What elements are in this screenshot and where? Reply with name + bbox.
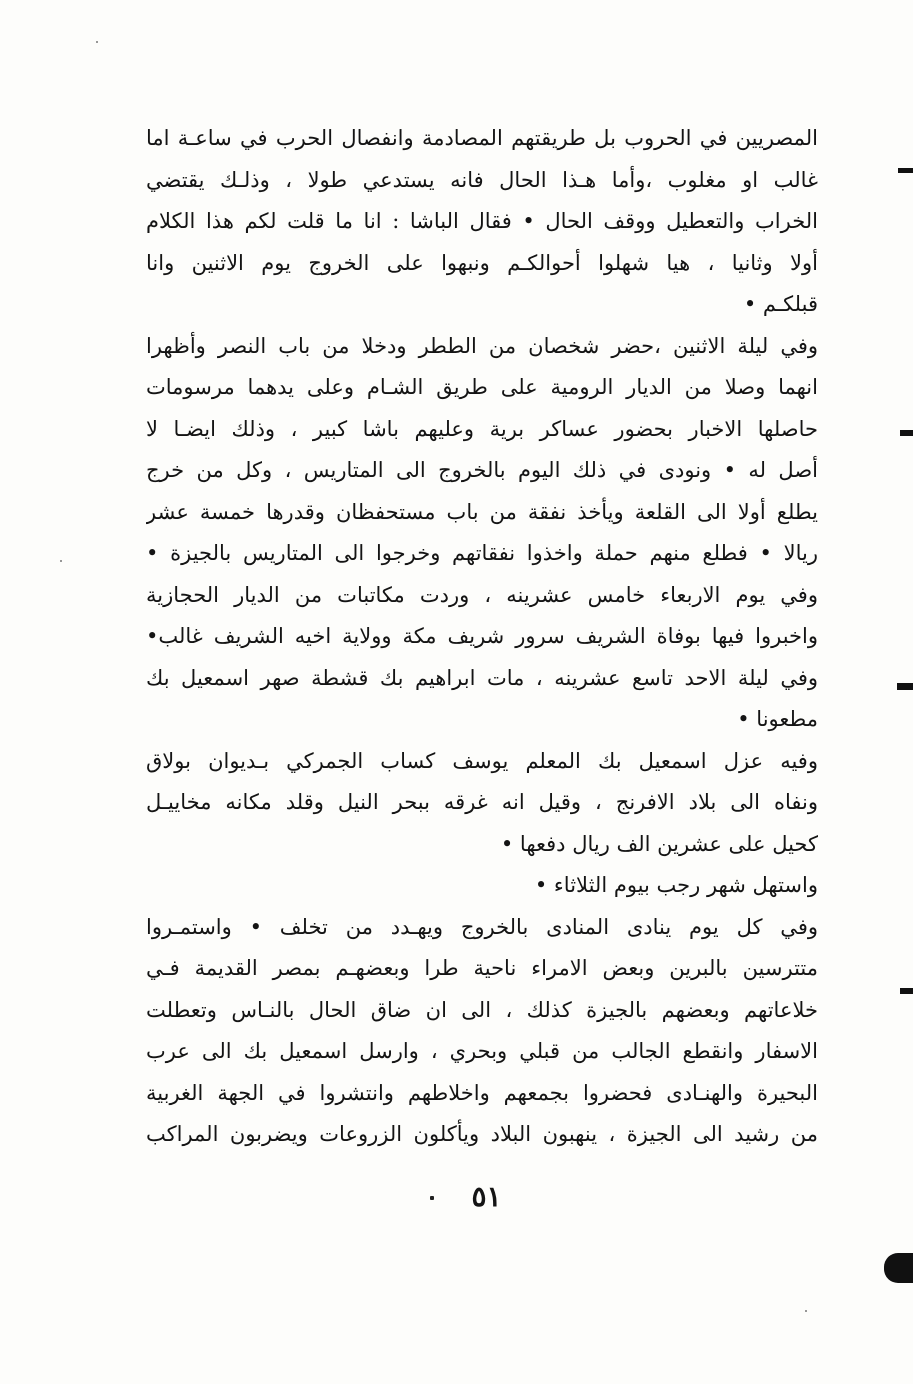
- text-line: ريالا • فطلع منهم حملة واخذوا نفقاتهم وخرجوا الى المتاريس بالجيزة •: [146, 541, 818, 565]
- scan-speck: [430, 1196, 434, 1200]
- text-line: خلاعاتهم وبعضهم بالجيزة كذلك ، الى ان ضاق الحال بالنـاس وتعطلت: [146, 997, 818, 1022]
- scan-speck: [805, 1310, 807, 1312]
- text-line: وفي ليلة الاثنين ،حضر شخصان من الططر ودخلا من باب النصر وأظهرا: [146, 333, 818, 358]
- scan-edge-mark: [900, 988, 913, 994]
- text-line: أولا وثانيا ، هيا شهلوا أحوالكـم ونبهوا على الخروج يوم الاثنين وانا: [146, 250, 818, 275]
- text-line: واخبروا فيها بوفاة الشريف سرور شريف مكة وولاية اخيه الشريف غالب•: [146, 624, 818, 648]
- text-line: كحيل على عشرين الف ريال دفعها •: [500, 831, 818, 856]
- text-line: واستهل شهر رجب بيوم الثلاثاء •: [534, 873, 818, 897]
- text-line: وفي يوم الاربعاء خامس عشرينه ، وردت مكاتبات من الديار الحجازية: [146, 582, 818, 607]
- scan-edge-mark: [884, 1253, 913, 1283]
- scan-edge-mark: [898, 168, 913, 173]
- text-line: ونفاه الى بلاد الافرنج ، وقيل انه غرقه ببحر النيل وقلد مكانه مخاييـل: [146, 790, 818, 814]
- text-line: يطلع أولا الى القلعة ويأخذ نفقة من باب مستحفظان وقدرها خمسة عشر: [146, 499, 818, 524]
- text-line: انهما وصلا من الديار الرومية على طريق الشـام وعلى يدهما مرسومات: [146, 375, 818, 399]
- page-number: [0, 1180, 913, 1213]
- body-text: [146, 118, 818, 1156]
- scan-speck: [60, 560, 62, 562]
- text-line: من رشيد الى الجيزة ، ينهبون البلاد ويأكلون الزروعات ويضربون المراكب: [146, 1122, 818, 1146]
- text-line: غالب او مغلوب ،وأما هـذا الحال فانه يستدعي طولا ، وذلـك يقتضي: [146, 167, 818, 192]
- text-line: مطعونا •: [737, 707, 818, 731]
- text-line: وفي كل يوم ينادى المنادى بالخروج ويهـدد من تخلف • واستمـروا: [146, 914, 818, 939]
- text-line: الاسفار وانقطع الجالب من قبلي وبحري ، وارسل اسمعيل بك الى عرب: [146, 1039, 818, 1063]
- text-line: البحيرة والهنـادى فحضروا بجمعهم واخلاطهم وانتشروا في الجهة الغربية: [146, 1080, 818, 1105]
- text-line: الخراب والتعطيل ووقف الحال • فقال الباشا : انا ما قلت لكم هذا الكلام: [146, 209, 818, 233]
- text-line: متترسين بالبرين وبعض الامراء ناحية طرا وبعضهـم بمصر القديمة فـي: [146, 956, 818, 980]
- text-line: وفي ليلة الاحد تاسع عشرينه ، مات ابراهيم بك قشطة صهر اسمعيل بك: [146, 665, 818, 690]
- text-line: حاصلها الاخبار بحضور عساكر برية وعليهم باشا كبير ، وذلك ايضـا لا: [146, 416, 818, 441]
- text-line: أصل له • ونودى في ذلك اليوم بالخروج الى المتاريس ، وكل من خرج: [146, 458, 818, 482]
- scan-edge-mark: [897, 683, 913, 690]
- scan-speck: [96, 41, 98, 43]
- text-line: وفيه عزل اسمعيل بك المعلم يوسف كساب الجمركي بـديوان بولاق: [146, 748, 818, 773]
- page-number-value: ٥١: [471, 1180, 502, 1213]
- text-line: قبلكـم •: [743, 292, 818, 316]
- scan-edge-mark: [900, 430, 913, 436]
- text-line: المصريين في الحروب بل طريقتهم المصادمة وانفصال الحرب في ساعـة اما: [146, 126, 818, 150]
